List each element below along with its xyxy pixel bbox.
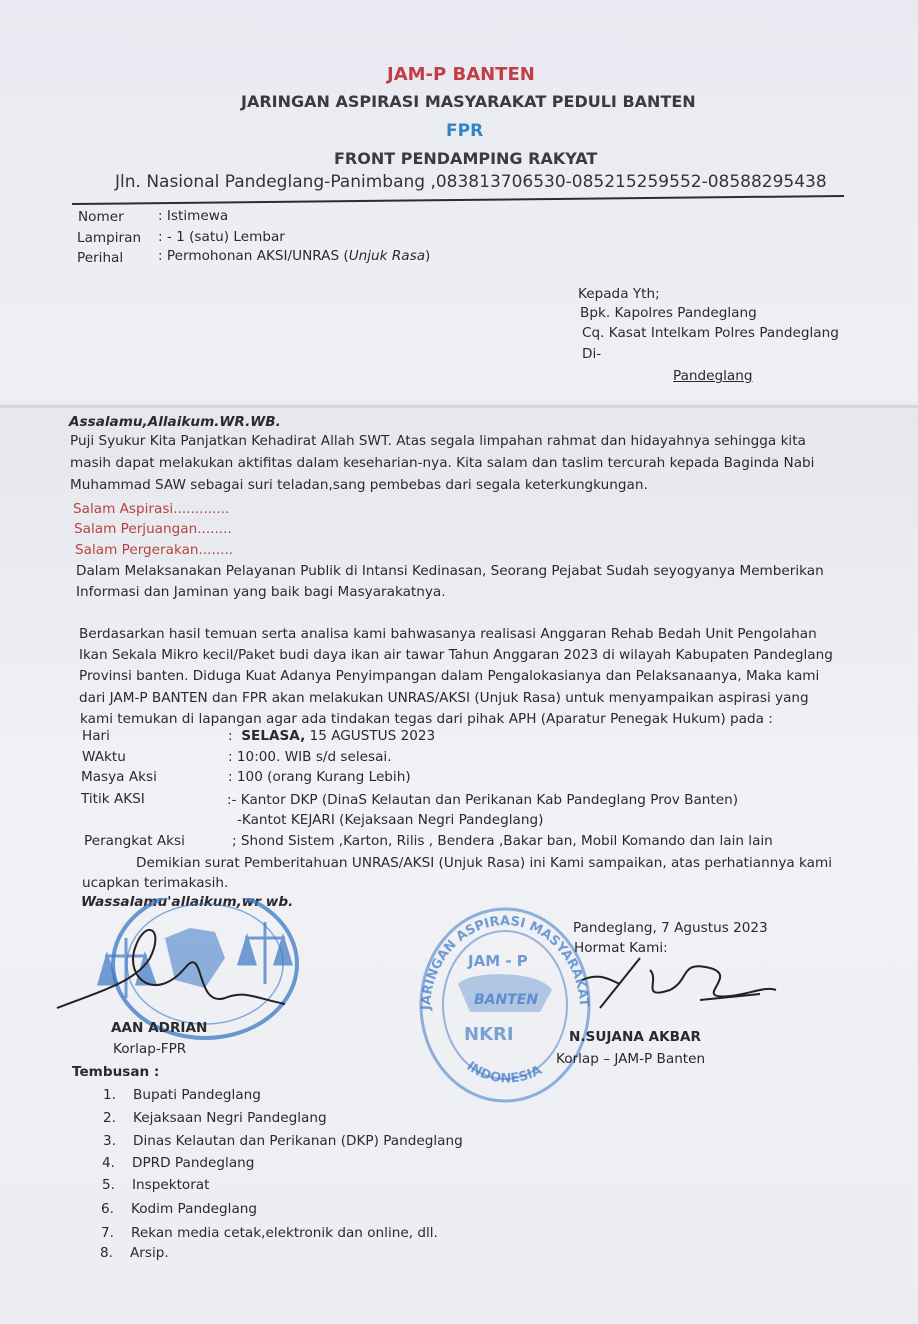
detail-titik-value-2: -Kantot KEJARI (Kejaksaan Negri Pandeglang) [237, 812, 544, 828]
greeting: Assalamu,Allaikum.WR.WB. [69, 414, 281, 430]
paper-fold [0, 405, 918, 408]
header-rule [72, 195, 844, 205]
recipient-line-4: Di- [582, 346, 602, 362]
paragraph-3-line-3: Provinsi banten. Diduga Kuat Adanya Penyimpangan dalam Pengalokasianya dan Pelaksanaanya, Maka kami [79, 668, 820, 684]
recipient-line-2: Bpk. Kapolres Pandeglang [580, 305, 757, 321]
paragraph-2-line-2: Informasi dan Jaminan yang baik bagi Masyarakatnya. [76, 584, 446, 600]
salam-perjuangan: Salam Perjuangan........ [74, 521, 232, 537]
meta-label-perihal: Perihal [77, 250, 124, 266]
hormat-kami: Hormat Kami: [574, 940, 668, 956]
paragraph-3-line-5: kami temukan di lapangan agar ada tindakan tegas dari pihak APH (Aparatur Penegak Hukum) pada : [80, 711, 773, 727]
detail-waktu-label: WAktu [82, 749, 126, 765]
recipient-line-1: Kepada Yth; [578, 286, 660, 302]
tembusan-label: Tembusan : [72, 1064, 160, 1080]
left-signer-name: AAN ADRIAN [111, 1020, 208, 1036]
detail-waktu-value: : 10:00. WIB s/d selesai. [228, 749, 392, 765]
paragraph-2-line-1: Dalam Melaksanakan Pelayanan Publik di Intansi Kedinasan, Seorang Pejabat Sudah seyogyanya Memberikan [76, 563, 824, 579]
stamp-center-mid: BANTEN [474, 992, 539, 1008]
salam-pergerakan: Salam Pergerakan........ [75, 542, 234, 558]
meta-value-lampiran: : - 1 (satu) Lembar [158, 229, 285, 245]
closing-salutation: Wassalamu'allaikum,wr wb. [81, 894, 294, 910]
recipient-line-3: Cq. Kasat Intelkam Polres Pandeglang [582, 325, 839, 341]
salam-aspirasi: Salam Aspirasi............. [73, 501, 230, 517]
tembusan-item: 4. DPRD Pandeglang [102, 1155, 255, 1171]
paragraph-3-line-1: Berdasarkan hasil temuan serta analisa kami bahwasanya realisasi Anggaran Rehab Bedah Unit Pengolahan [79, 626, 817, 642]
detail-titik-value-1: :- Kantor DKP (DinaS Kelautan dan Perikanan Kab Pandeglang Prov Banten) [227, 792, 739, 808]
paragraph-3-line-4: dari JAM-P BANTEN dan FPR akan melakukan UNRAS/AKSI (Unjuk Rasa) untuk menyampaikan aspirasi yang [79, 690, 809, 706]
stamp-ring-text: JARINGAN ASPIRASI MASYARAKAT [418, 913, 592, 1011]
stamp-center-bot: NKRI [464, 1024, 514, 1045]
place-date: Pandeglang, 7 Agustus 2023 [573, 920, 768, 936]
detail-perangkat-label: Perangkat Aksi [84, 833, 185, 849]
paragraph-3-line-2: Ikan Sekala Mikro kecil/Paket budi daya ikan air tawar Tahun Anggaran 2023 di wilayah Kabupaten Pandeglang [79, 647, 833, 663]
right-signer-name: N.SUJANA AKBAR [569, 1029, 701, 1045]
header-address: Jln. Nasional Pandeglang-Panimbang ,083813706530-085215259552-08588295438 [115, 172, 827, 192]
paragraph-1-line-2: masih dapat melakukan aktifitas dalam keseharian-nya. Kita salam dan taslim tercurah kepada Baginda Nabi [70, 455, 815, 471]
org2-short-title: FPR [446, 121, 484, 141]
meta-value-perihal: : Permohonan AKSI/UNRAS (Unjuk Rasa) [158, 248, 431, 264]
meta-label-nomer: Nomer [78, 209, 124, 225]
tembusan-item: 3. Dinas Kelautan dan Perikanan (DKP) Pandeglang [103, 1133, 463, 1149]
tembusan-item: 6. Kodim Pandeglang [101, 1201, 258, 1217]
closing-line-1: Demikian surat Pemberitahuan UNRAS/AKSI (Unjuk Rasa) ini Kami sampaikan, atas perhatiannya kami [136, 855, 833, 871]
left-signer-role: Korlap-FPR [113, 1041, 187, 1057]
tembusan-item: 5. Inspektorat [102, 1177, 210, 1193]
detail-hari-label: Hari [82, 728, 110, 744]
tembusan-item: 8. Arsip. [100, 1245, 169, 1261]
tembusan-item: 2. Kejaksaan Negri Pandeglang [103, 1110, 327, 1126]
paragraph-1-line-3: Muhammad SAW sebagai suri teladan,sang pembebas dari segala keterkungkungan. [70, 477, 648, 493]
detail-masa-label: Masya Aksi [81, 769, 157, 785]
detail-perangkat-value: ; Shond Sistem ,Karton, Rilis , Bendera ,Bakar ban, Mobil Komando dan lain lain [232, 833, 773, 849]
tembusan-item: 7. Rekan media cetak,elektronik dan online, dll. [101, 1225, 438, 1241]
detail-titik-label: Titik AKSI [81, 791, 145, 807]
org2-full-title: FRONT PENDAMPING RAKYAT [334, 149, 598, 168]
rhino-emblem-icon [458, 974, 552, 1012]
right-stamp [410, 900, 600, 1110]
detail-masa-value: : 100 (orang Kurang Lebih) [228, 769, 411, 785]
right-signature [580, 950, 780, 1010]
meta-value-nomer: : Istimewa [158, 208, 229, 224]
scale-right-icon [239, 922, 291, 984]
detail-hari-value: : SELASA, 15 AGUSTUS 2023 [228, 728, 436, 744]
stamp-bottom-text: INDONESIA [463, 1059, 545, 1087]
right-signer-role: Korlap – JAM-P Banten [556, 1051, 706, 1067]
org-full-title: JARINGAN ASPIRASI MASYARAKAT PEDULI BANTEN [241, 92, 696, 111]
org-short-title: JAM-P BANTEN [387, 64, 535, 85]
recipient-city: Pandeglang [673, 368, 753, 384]
paragraph-1-line-1: Puji Syukur Kita Panjatkan Kehadirat Allah SWT. Atas segala limpahan rahmat dan hidayahnya sehingga kita [70, 433, 806, 449]
meta-label-lampiran: Lampiran [77, 230, 142, 246]
stamp-center-top: JAM - P [468, 952, 528, 970]
tembusan-item: 1. Bupati Pandeglang [103, 1087, 261, 1103]
svg-text:INDONESIA [464, 1059, 545, 1087]
closing-line-2: ucapkan terimakasih. [82, 875, 229, 891]
